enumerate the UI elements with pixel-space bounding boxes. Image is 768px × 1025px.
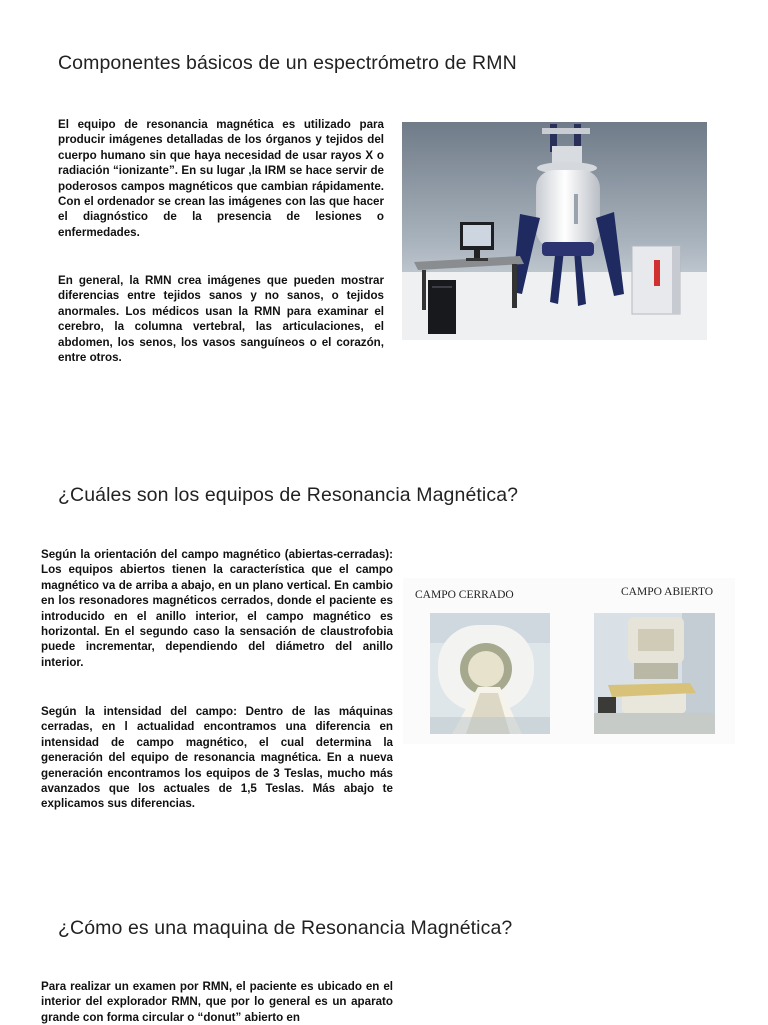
label-open-field: CAMPO ABIERTO — [621, 586, 714, 598]
paragraph-mri-description: El equipo de resonancia magnética es utilizado para producir imágenes detalladas de los órganos y tejidos del cuerpo humano sin que haya necesidad de usar rayos X o radiación “ionizante”. En su lugar ,la IRM se hace servir de poderosos campos magnéticos que cambian rápidamente. Con el ordenador se crean las imágenes con las que hacer el diagnóstico de la presencia de lesiones o enfermedades. — [58, 118, 384, 239]
open-scanner-photo — [594, 613, 715, 734]
label-closed-field: CAMPO CERRADO — [415, 589, 514, 601]
section-heading-machine: ¿Cómo es una maquina de Resonancia Magnética? — [58, 917, 513, 939]
open-closed-scanners-figure — [403, 578, 735, 744]
closed-scanner-photo — [430, 613, 550, 734]
paragraph-field-intensity: Según la intensidad del campo: Dentro de las máquinas cerradas, en l actualidad encontramos una diferencia en intensidad de campo magnético, el cual determina la generación del equipo de resonancia magnética. En a nueva generación encontramos los equipos de 3 Teslas, mucho más avanzados que los actuales de 1,5 Teslas. Más abajo te explicamos sus diferencias. — [41, 705, 393, 811]
paragraph-field-orientation: Según la orientación del campo magnético (abiertas-cerradas): Los equipos abiertos tienen la característica que el campo magnético va de arriba a abajo, en un plano vertical. En cambio en los resonadores magnéticos cerrados, donde el paciente es introducido en el anillo interior, el campo magnético es horizontal. En el segundo caso la sensación de claustrofobia puede incrementar, dependiendo del diámetro del anillo interior. — [41, 548, 393, 669]
paragraph-exam-procedure: Para realizar un examen por RMN, el paciente es ubicado en el interior del explorador RMN, que por lo general es un aparato grande con forma circular o “donut” abierto en — [41, 980, 393, 1024]
section-heading-components: Componentes básicos de un espectrómetro de RMN — [58, 52, 517, 74]
paragraph-mri-uses: En general, la RMN crea imágenes que pueden mostrar diferencias entre tejidos sanos y no sanos, o tejidos anormales. Los médicos usan la RMN para examinar el cerebro, la columna vertebral, las articulaciones, el abdomen, los senos, los vasos sanguíneos o el corazón, entre otros. — [58, 274, 384, 365]
nmr-spectrometer-photo — [402, 122, 707, 340]
section-heading-equipment-types: ¿Cuáles son los equipos de Resonancia Magnética? — [58, 484, 519, 506]
